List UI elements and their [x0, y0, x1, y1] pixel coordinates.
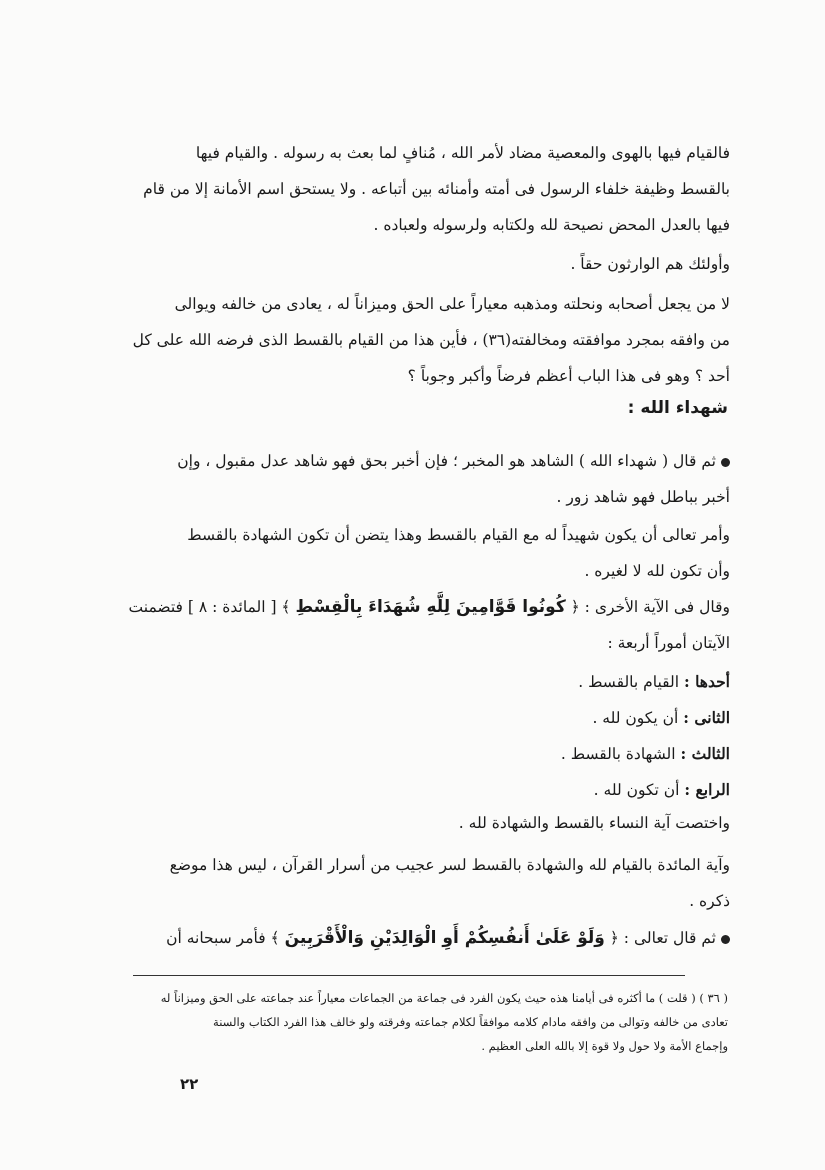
list-item-text: أن تكون لله .: [593, 781, 680, 799]
paragraph-6: [115, 589, 730, 661]
paragraph-1: [115, 135, 730, 243]
text-line: بالقسط وظيفة خلفاء الرسول فى أمته وأمنائه بين أتباعه . ولا يستحق اسم الأمانة إلا من قام: [143, 180, 730, 198]
list-item: [115, 664, 730, 700]
footnote-line: تعادى من خالفه وتوالى من وافقه مادام كلامه موافقاً لكلام جماعته وفرقته ولو خالف هذا الفرد الكتاب والسنة: [213, 1015, 728, 1029]
footnote-line: وإجماع الأمة ولا حول ولا قوة إلا بالله العلى العظيم .: [481, 1039, 728, 1053]
quran-verse: وَلَوْ عَلَىٰ أَنفُسِكُمْ أَوِ الْوَالِدَيْنِ وَالْأَقْرَبِينَ: [284, 928, 605, 948]
text-line: وأن تكون لله لا لغيره .: [584, 562, 730, 580]
bullet-icon: [721, 935, 730, 944]
text-span: ثم قال تعالى : ﴿: [609, 929, 716, 947]
text-line: [115, 920, 730, 956]
quran-verse: كُونُوا قَوَّامِينَ لِلَّهِ شُهَدَاءَ بِالْقِسْطِ: [295, 597, 566, 617]
text-line: [115, 443, 730, 479]
paragraph-2: [115, 246, 730, 282]
text-line: من وافقه بمجرد موافقته ومخالفته(٣٦) ، فأين هذا من القيام بالقسط الذى فرضه الله على كل: [132, 331, 730, 349]
section-heading: شهداء الله :: [627, 398, 728, 418]
text-line: وأمر تعالى أن يكون شهيداً له مع القيام بالقسط وهذا يتضن أن تكون الشهادة بالقسط: [187, 526, 730, 544]
list-item: [115, 772, 730, 808]
paragraph-5: [115, 517, 730, 589]
list-item-text: القيام بالقسط .: [578, 673, 680, 691]
text-span: ثم قال ( شهداء الله ) الشاهد هو المخبر ؛ فإن أخبر بحق فهو شاهد عدل مقبول ، وإن: [177, 452, 716, 470]
text-line: أخبر بباطل فهو شاهد زور .: [556, 488, 730, 506]
text-line: وآية المائدة بالقيام لله والشهادة بالقسط لسر عجيب من أسرار القرآن ، ليس هذا موضع: [169, 856, 730, 874]
four-matters-list: [115, 664, 730, 808]
page-number: ٢٢: [180, 1075, 199, 1093]
list-item-label: الرابع :: [684, 780, 730, 799]
paragraph-8: [115, 847, 730, 919]
text-line: لا من يجعل أصحابه ونحلته ومذهبه معياراً على الحق وميزاناً له ، يعادى من خالفه ويوالى: [174, 295, 730, 313]
paragraph-4: [115, 443, 730, 515]
list-item: [115, 700, 730, 736]
list-item-text: الشهادة بالقسط .: [560, 745, 676, 763]
list-item-text: أن يكون لله .: [592, 709, 679, 727]
footnote-divider: [133, 975, 685, 976]
list-item: [115, 736, 730, 772]
paragraph-3: [115, 286, 730, 394]
text-line: فيها بالعدل المحض نصيحة لله ولكتابه ولرسوله ولعباده .: [373, 216, 730, 234]
text-line: فالقيام فيها بالهوى والمعصية مضاد لأمر الله ، مُنافٍ لما بعث به رسوله . والقيام فيها: [195, 144, 730, 162]
text-line: واختصت آية النساء بالقسط والشهادة لله .: [458, 814, 730, 832]
footnote-line: ( ٣٦ ) ( قلت ) ما أكثره فى أيامنا هذه حيث يكون الفرد فى جماعة من الجماعات معياراً عند جماعته على الحق وميزاناً له: [160, 991, 728, 1005]
list-item-label: الثالث :: [680, 744, 730, 763]
bullet-icon: [721, 458, 730, 467]
text-span: ﴾ فأمر سبحانه أن: [166, 929, 280, 947]
text-line: وأولئك هم الوارثون حقاً .: [570, 255, 730, 273]
text-line: ذكره .: [689, 892, 730, 910]
paragraph-7: [115, 805, 730, 841]
footnote: [98, 986, 728, 1058]
list-item-label: أحدها :: [683, 672, 730, 691]
text-line: أحد ؟ وهو فى هذا الباب أعظم فرضاً وأكبر وجوباً ؟: [407, 367, 730, 385]
text-line: الآيتان أموراً أربعة :: [607, 634, 730, 652]
paragraph-9: [115, 920, 730, 956]
text-span: ﴾ [ المائدة : ٨ ] فتضمنت: [128, 598, 291, 616]
text-span: وقال فى الآية الأخرى : ﴿: [570, 598, 730, 616]
text-line: [115, 589, 730, 625]
list-item-label: الثانى :: [683, 708, 730, 727]
